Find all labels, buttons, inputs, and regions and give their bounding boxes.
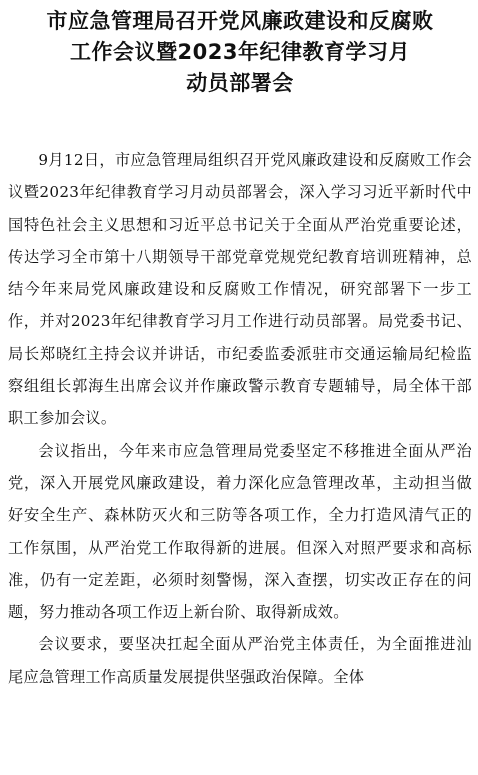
title-line: 市应急管理局召开党风廉政建设和反腐败: [46, 9, 434, 33]
article-paragraph: 9月12日，市应急管理局组织召开党风廉政建设和反腐败工作会议暨2023年纪律教育学习月动员部署会，深入学习习近平新时代中国特色社会主义思想和习近平总书记关于全面从严治党重要论述，传达学习全市第十八期领导干部党章党规党纪教育培训班精神，总结今年来局党风廉政建设和反腐败工作情况，研究部署下一步工作，并对2023年纪律教育学习月工作进行动员部署。局党委书记、局长郑晓红主持会议并讲话，市纪委监委派驻市交通运输局纪检监察组组长郭海生出席会议并作廉政警示教育专题辅导，局全体干部职工参加会议。: [8, 151, 472, 428]
article-body: [8, 144, 472, 693]
title-line: 动员部署会: [186, 71, 294, 95]
title-line: 工作会议暨2023年纪律教育学习月: [70, 40, 410, 64]
article-title: [8, 6, 472, 99]
article-paragraph: 会议要求，要坚决扛起全面从严治党主体责任，为全面推进汕尾应急管理工作高质量发展提供坚强政治保障。全体: [8, 635, 472, 686]
article-paragraph: 会议指出，今年来市应急管理局党委坚定不移推进全面从严治党，深入开展党风廉政建设，着力深化应急管理改革，主动担当做好安全生产、森林防灭火和三防等各项工作，全力打造风清气正的工作氛围，从严治党工作取得新的进展。但深入对照严要求和高标准，仍有一定差距，必须时刻警惕，深入查摆，切实改正存在的问题，努力推动各项工作迈上新台阶、取得新成效。: [8, 441, 472, 622]
